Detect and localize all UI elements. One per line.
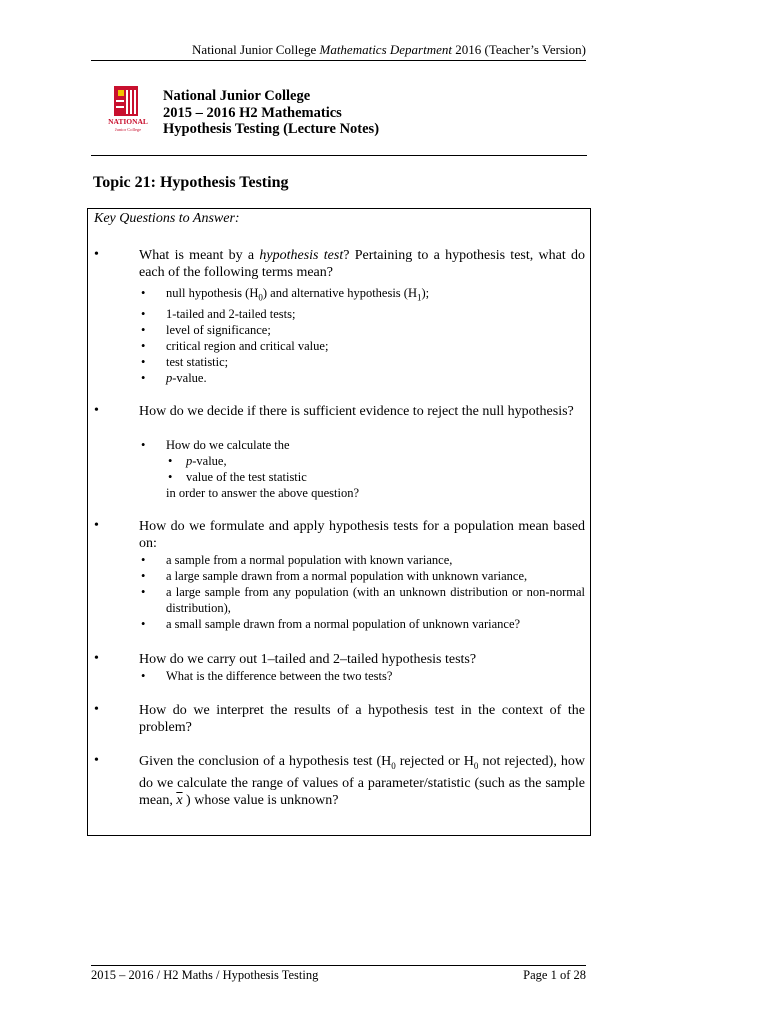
list-item: • level of significance;: [139, 322, 585, 338]
question-4-items: [139, 668, 585, 684]
page-number: Page 1 of 28: [523, 968, 586, 982]
college-logo: [104, 86, 152, 134]
title-line-3: Hypothesis Testing (Lecture Notes): [163, 121, 380, 137]
list-item: • How do we calculate the • p-value, • value of the test statistic in order to answer the above question?: [139, 437, 585, 501]
footer-left: 2015 – 2016 / H2 Maths / Hypothesis Testing: [91, 968, 319, 982]
page-header: [91, 42, 586, 61]
list-item: • a large sample drawn from a normal population with unknown variance,: [139, 568, 585, 584]
question-4-text: How do we carry out 1–tailed and 2–tailed hypothesis tests?: [139, 652, 477, 667]
question-2-sub: [139, 437, 585, 501]
x-bar-symbol: $\overline{x}$: [176, 792, 183, 808]
topic-heading: Topic 21: Hypothesis Testing: [93, 174, 289, 191]
question-5-text: How do we interpret the results of a hypothesis test in the context of the problem?: [139, 703, 585, 735]
list-item: • 1-tailed and 2-tailed tests;: [139, 306, 585, 322]
title-divider: [91, 155, 587, 156]
bullet-icon: •: [94, 403, 99, 418]
title-line-2: 2015 – 2016 H2 Mathematics: [163, 104, 342, 121]
logo-sub: Junior College: [114, 127, 142, 132]
bullet-icon: •: [94, 753, 99, 768]
list-item: • a sample from a normal population with known variance,: [139, 552, 585, 568]
question-3-items: [139, 552, 585, 632]
title-block: [163, 88, 379, 138]
question-1-terms: [139, 285, 585, 386]
nested-list: [166, 453, 585, 485]
list-item: • a large sample from any population (with an unknown distribution or non-normal distribution),: [139, 584, 585, 616]
list-item: • value of the test statistic: [166, 469, 585, 485]
question-2-sub-end: in order to answer the above question?: [166, 486, 359, 500]
list-item: • p-value,: [166, 453, 585, 469]
header-text-italic: Mathematics Department: [319, 42, 452, 57]
list-item: • p-value.: [139, 370, 585, 386]
key-questions-box: [87, 208, 591, 836]
list-item: • test statistic;: [139, 354, 585, 370]
list-item: • null hypothesis $(H_0)$ and alternative hypothesis $(H_1)$;: [139, 285, 585, 306]
bullet-icon: •: [94, 247, 99, 262]
header-text-left: National Junior College: [192, 42, 320, 57]
logo-label: NATIONAL: [108, 117, 148, 126]
bullet-icon: •: [94, 518, 99, 533]
bullet-icon: •: [94, 702, 99, 717]
list-item: • What is the difference between the two tests?: [139, 668, 585, 684]
title-line-1: National Junior College: [163, 88, 311, 104]
list-item: • critical region and critical value;: [139, 338, 585, 354]
bullet-icon: •: [94, 651, 99, 666]
question-1-text: What is meant by a hypothesis test? Pertaining to a hypothesis test, what do each of the following terms mean?: [139, 248, 585, 280]
box-heading: Key Questions to Answer:: [94, 211, 240, 226]
question-3-text: How do we formulate and apply hypothesis tests for a population mean based on:: [139, 519, 585, 551]
question-2-text: How do we decide if there is sufficient evidence to reject the null hypothesis?: [139, 404, 574, 419]
list-item: • a small sample drawn from a normal population of unknown variance?: [139, 616, 585, 632]
header-text-right: 2016 (Teacher’s Version): [452, 42, 586, 57]
page-footer: [91, 965, 586, 983]
question-6-text: Given the conclusion of a hypothesis test ($H_0$ rejected or $H_0$ not rejected), how do we calculate the range of values of a parameter/statistic (such as the sample mean, $\overline{x}$ ) whose value is unknown?: [139, 754, 585, 808]
